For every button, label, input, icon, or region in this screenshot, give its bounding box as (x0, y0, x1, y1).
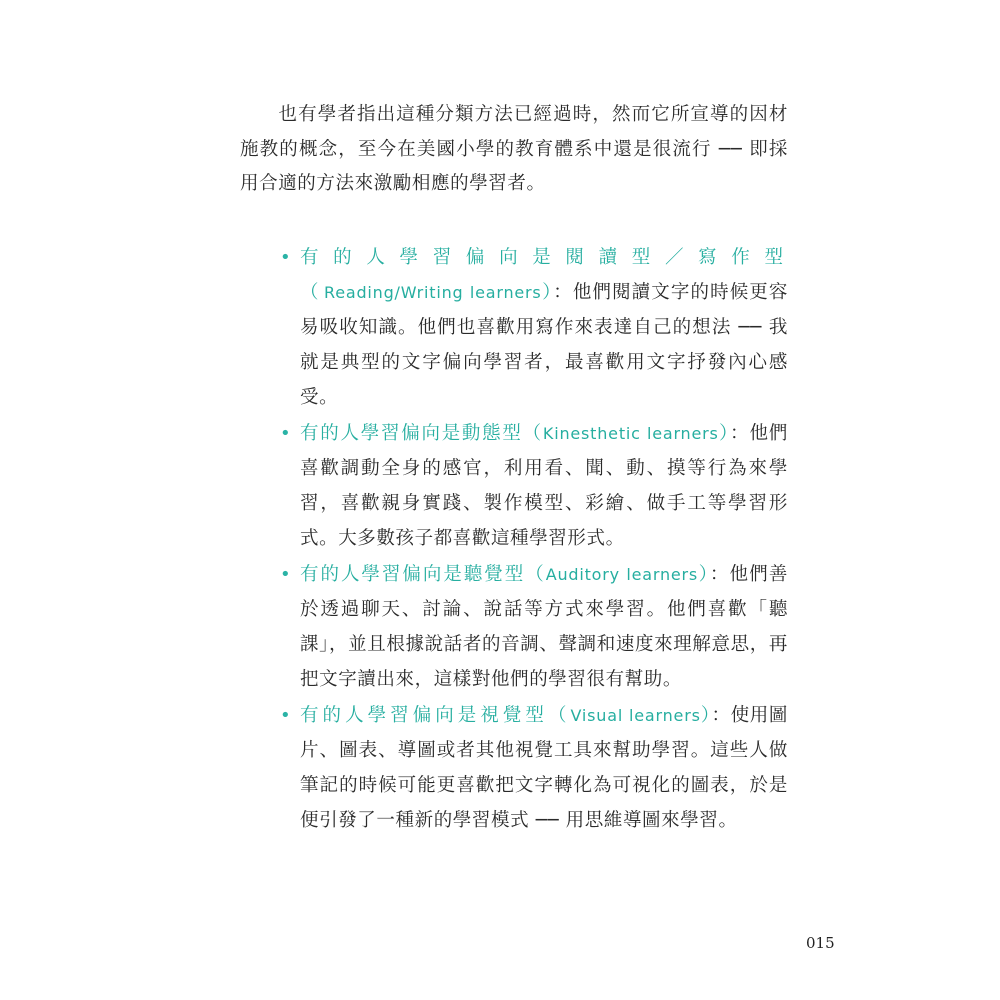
bullet-icon: • (280, 247, 292, 268)
item-body: ：他們善於透過聊天、討論、說話等方式來學習。他們喜歡「聽課」，並且根據說話者的音調、聲調和速度來理解意思，再把文字讀出來，這樣對他們的學習很有幫助。 (300, 564, 788, 690)
item-lead: 有的人學習偏向是閱讀型／寫作型（ (300, 247, 788, 303)
bullet-icon: • (280, 423, 292, 444)
list-item-kinesthetic (278, 416, 788, 556)
list-item-visual (278, 698, 788, 838)
item-lead-close: ） (698, 564, 710, 585)
item-lead-english: Reading/Writing learners (324, 283, 542, 302)
intro-text: 也有學者指出這種分類方法已經過時，然而它所宣導的因材施教的概念，至今在美國小學的教育體系中還是很流行 ── 即採用合適的方法來激勵相應的學習者。 (240, 104, 788, 194)
item-lead-close: ） (718, 423, 730, 444)
item-lead-close: ） (541, 282, 554, 303)
item-lead: 有的人學習偏向是聽覺型（ (300, 564, 546, 585)
item-lead-english: Visual learners (570, 706, 701, 725)
list-item-reading-writing (278, 240, 788, 415)
item-lead: 有的人學習偏向是動態型（ (300, 423, 543, 444)
bullet-icon: • (280, 564, 292, 585)
bullet-icon: • (280, 705, 292, 726)
item-lead-close: ） (700, 705, 712, 726)
item-lead: 有的人學習偏向是視覺型（ (300, 705, 571, 726)
page-number: 015 (806, 934, 835, 952)
intro-paragraph (240, 98, 788, 202)
learning-styles-list (278, 240, 788, 838)
item-body: ：使用圖片、圖表、導圖或者其他視覺工具來幫助學習。這些人做筆記的時候可能更喜歡把文字轉化為可視化的圖表，於是便引發了一種新的學習模式 ── 用思維導圖來學習。 (300, 705, 788, 831)
item-lead-english: Auditory learners (545, 565, 699, 584)
item-lead-english: Kinesthetic learners (542, 424, 719, 443)
list-item-auditory (278, 557, 788, 697)
item-body: ：他們閱讀文字的時候更容易吸收知識。他們也喜歡用寫作來表達自己的想法 ── 我就是典型的文字偏向學習者，最喜歡用文字抒發內心感受。 (300, 282, 788, 408)
item-body: ：他們喜歡調動全身的感官，利用看、聞、動、摸等行為來學習，喜歡親身實踐、製作模型、彩繪、做手工等學習形式。大多數孩子都喜歡這種學習形式。 (300, 423, 788, 549)
